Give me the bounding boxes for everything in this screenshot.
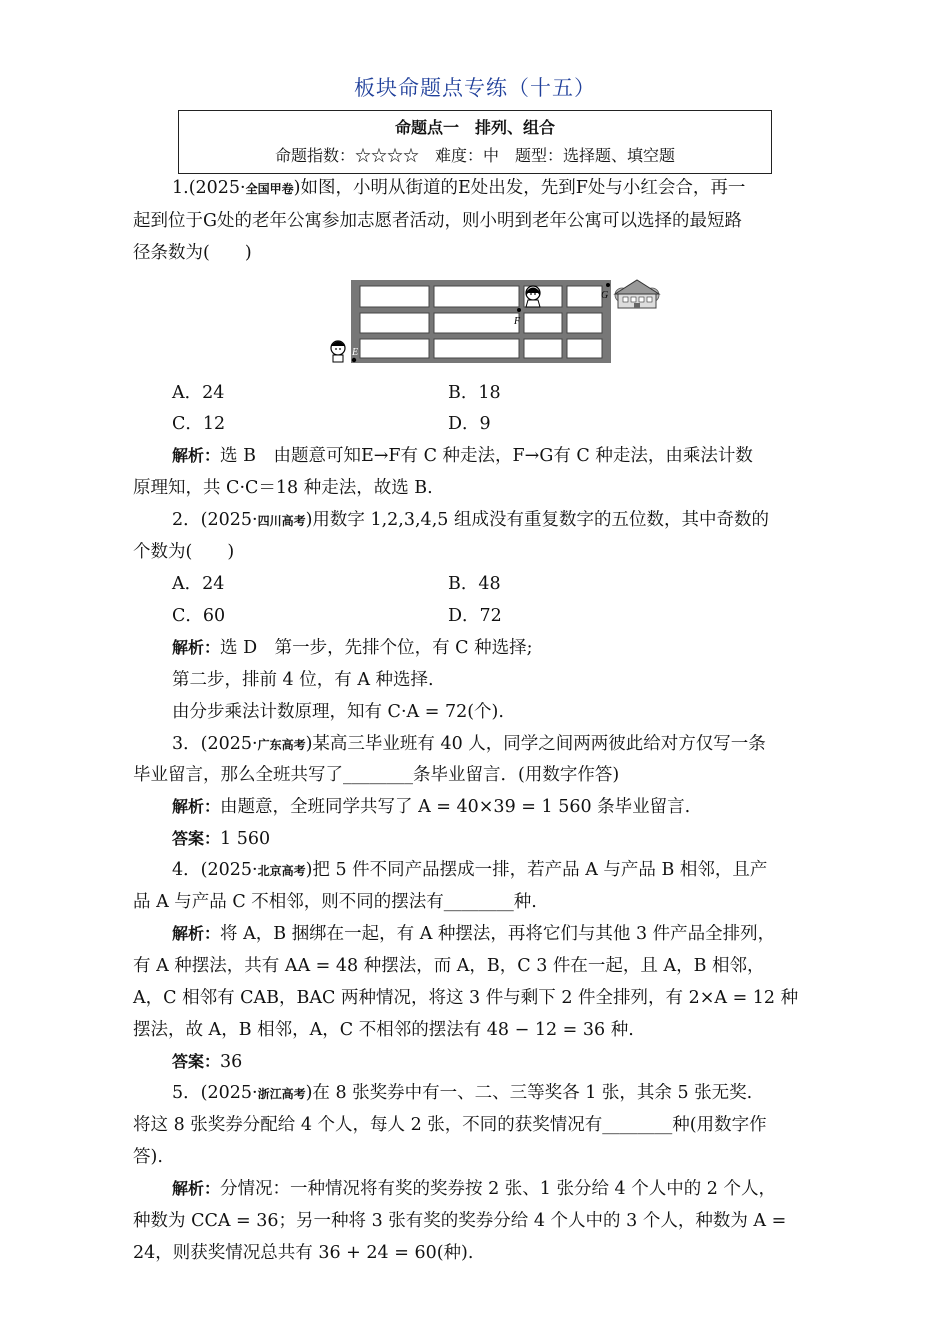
label-e: E — [352, 347, 359, 358]
q1-solution-1: 解析：选 B 由题意可知E→F有 C 种走法，F→G有 C 种走法，由乘法计数 — [172, 446, 753, 466]
topic-heading: 命题点一 排列、组合 — [394, 118, 555, 137]
q1-option-c: C．12 — [172, 414, 226, 434]
q1-option-b: B．18 — [448, 383, 501, 403]
q2-option-c: C．60 — [172, 606, 226, 626]
house-icon — [615, 280, 659, 308]
q4-answer-value: 36 — [220, 1052, 243, 1072]
q1-stem-1: )如图，小明从街道的E处出发，先到F处与小红会合，再一 — [293, 178, 746, 198]
q4-solution-1: 解析：将 A，B 捆绑在一起，有 A 种摆法，再将它们与其他 3 件产品全排列， — [172, 924, 776, 944]
q5-solution-label: 解析： — [172, 1179, 221, 1198]
boy-icon — [331, 341, 345, 362]
q4-line-2: 品 A 与产品 C 不相邻，则不同的摆法有________种. — [133, 892, 537, 912]
q4-answer-label: 答案： — [172, 1052, 221, 1071]
topic-meta: 命题指数：☆☆☆☆ 难度：中 题型：选择题、填空题 — [274, 146, 675, 165]
street-map-figure — [320, 275, 665, 370]
girl-icon — [526, 286, 540, 307]
q5-line-1: 5．(2025·浙江高考)在 8 张奖券中有一、二、三等奖各 1 张，其余 5 张无奖. — [172, 1083, 753, 1103]
q2-option-b: B．48 — [448, 574, 501, 594]
q5-number: 5．(2025· — [172, 1083, 258, 1103]
q2-line-2: 个数为( ) — [133, 542, 235, 562]
q4-answer — [172, 1054, 242, 1072]
q4-solution-2: 有 A 种摆法，共有 AA = 48 种摆法，而 A，B，C 3 件在一起，且 A，B 相邻， — [133, 956, 765, 976]
q2-solution-1: 解析：选 D 第一步，先排个位，有 C 种选择; — [172, 638, 533, 658]
point-f-dot — [517, 308, 521, 312]
q1-option-d: D．9 — [448, 414, 491, 434]
q3-line-1: 3．(2025·广东高考)某高三毕业班有 40 人，同学之间两两彼此给对方仅写一条 — [172, 734, 766, 754]
q3-line-2: 毕业留言，那么全班共写了________条毕业留言．(用数字作答) — [133, 765, 620, 785]
point-e-dot — [352, 358, 356, 362]
q1-line-2: 起到位于G处的老年公寓参加志愿者活动，则小明到老年公寓可以选择的最短路 — [133, 211, 742, 231]
q3-solution: 解析：由题意，全班同学共写了 A = 40×39 = 1 560 条毕业留言. — [172, 797, 691, 817]
q3-source: 广东高考 — [257, 738, 306, 752]
label-g: G — [601, 290, 609, 301]
q1-solution-label: 解析： — [172, 446, 221, 465]
q1-source: 全国甲卷 — [245, 182, 294, 196]
street-grid — [351, 280, 611, 363]
q5-line-3: 答). — [133, 1147, 163, 1167]
q3-answer-label: 答案： — [172, 829, 221, 848]
q1-number: 1.(2025· — [172, 178, 246, 198]
q2-number: 2．(2025· — [172, 510, 258, 530]
q1-solution-2: 原理知，共 C·C＝18 种走法，故选 B. — [133, 478, 433, 498]
q3-solution-label: 解析： — [172, 797, 221, 816]
q2-source: 四川高考 — [257, 514, 306, 528]
q3-number: 3．(2025· — [172, 734, 258, 754]
q5-source: 浙江高考 — [257, 1087, 306, 1101]
q4-line-1: 4．(2025·北京高考)把 5 件不同产品摆成一排，若产品 A 与产品 B 相邻，且产 — [172, 860, 768, 880]
page-title: 板块命题点专练（十五） — [354, 76, 596, 100]
q2-option-a: A．24 — [172, 574, 225, 594]
q1-option-a: A．24 — [172, 383, 225, 403]
q2-line-1: 2．(2025·四川高考)用数字 1,2,3,4,5 组成没有重复数字的五位数，其中奇数的 — [172, 510, 769, 530]
q3-answer-value: 1 560 — [220, 829, 271, 849]
q5-solution-1: 解析：分情况：一种情况将有奖的奖券按 2 张、1 张分给 4 个人中的 2 个人， — [172, 1179, 776, 1199]
q4-solution-3: A，C 相邻有 CAB，BAC 两种情况，将这 3 件与剩下 2 件全排列，有 2×A = 12 种 — [133, 988, 799, 1008]
q4-solution-label: 解析： — [172, 924, 221, 943]
q5-solution-3: 24，则获奖情况总共有 36 + 24 = 60(种). — [133, 1243, 474, 1263]
topic-box — [178, 110, 772, 174]
q5-solution-2: 种数为 CCA = 36；另一种将 3 张有奖的奖券分给 4 个人中的 3 个人，种数为 A = — [133, 1211, 787, 1231]
q2-option-d: D．72 — [448, 606, 502, 626]
q2-solution-3: 由分步乘法计数原理，知有 C·A = 72(个). — [172, 702, 504, 722]
q1-line-1 — [172, 180, 745, 198]
q4-solution-4: 摆法，故 A，B 相邻，A，C 不相邻的摆法有 48 − 12 = 36 种. — [133, 1020, 634, 1040]
q1-line-3: 径条数为( ) — [133, 243, 252, 263]
q2-solution-label: 解析： — [172, 638, 221, 657]
q3-answer — [172, 831, 270, 849]
q4-source: 北京高考 — [257, 864, 306, 878]
point-g-dot — [606, 283, 610, 287]
label-f: F — [514, 316, 521, 327]
q2-solution-2: 第二步，排前 4 位，有 A 种选择. — [172, 670, 434, 690]
q5-line-2: 将这 8 张奖券分配给 4 个人，每人 2 张，不同的获奖情况有________种(用数字作 — [133, 1115, 767, 1135]
q4-number: 4．(2025· — [172, 860, 258, 880]
